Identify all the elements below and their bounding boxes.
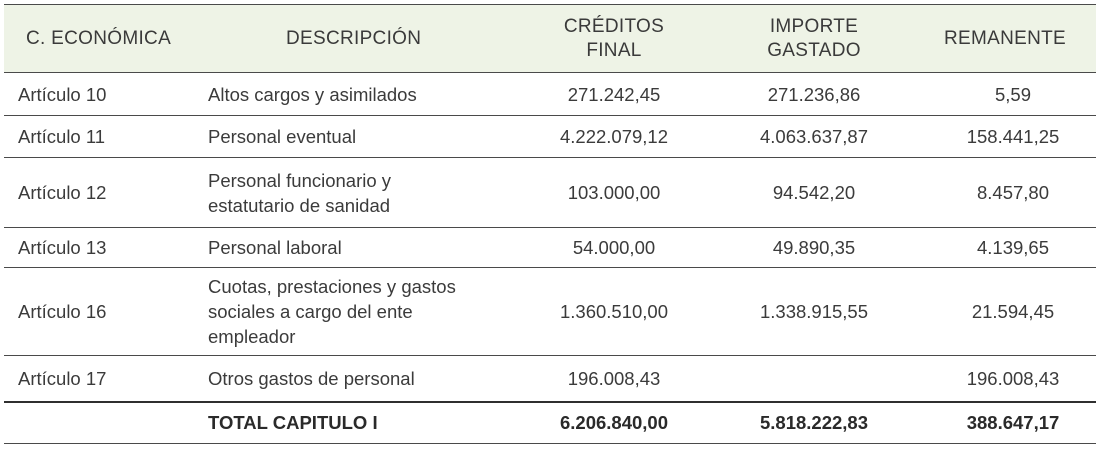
- header-row: [4, 5, 1096, 73]
- row-importe: 271.236,86: [714, 73, 914, 116]
- row-code: Artículo 17: [4, 356, 196, 402]
- row-code: Artículo 13: [4, 228, 196, 268]
- table-row: [4, 116, 1096, 158]
- header-importe-line1: IMPORTE: [769, 15, 859, 37]
- row-remanente: 158.441,25: [914, 116, 1096, 158]
- header-descripcion: DESCRIPCIÓN: [196, 5, 514, 73]
- total-importe: 5.818.222,83: [714, 402, 914, 444]
- row-creditos: 271.242,45: [514, 73, 714, 116]
- header-creditos: [514, 5, 714, 73]
- row-description: Personal eventual: [196, 116, 514, 158]
- header-creditos-line2: FINAL: [586, 39, 642, 61]
- row-creditos: 103.000,00: [514, 158, 714, 228]
- row-description: [196, 158, 514, 228]
- row-remanente: 196.008,43: [914, 356, 1096, 402]
- header-economica: C. ECONÓMICA: [4, 5, 196, 73]
- row-importe: 49.890,35: [714, 228, 914, 268]
- row-description-line: Personal funcionario y: [208, 169, 392, 191]
- row-description-line: sociales a cargo del ente: [208, 301, 413, 322]
- row-remanente: 21.594,45: [914, 268, 1096, 356]
- total-remanente: 388.647,17: [914, 402, 1096, 444]
- row-description: Otros gastos de personal: [196, 356, 514, 402]
- row-description-line: Cuotas, prestaciones y gastos: [208, 276, 456, 297]
- row-importe: [714, 356, 914, 402]
- row-creditos: 1.360.510,00: [514, 268, 714, 356]
- total-code-empty: [4, 402, 196, 444]
- budget-table: [4, 4, 1096, 444]
- row-code: Artículo 11: [4, 116, 196, 158]
- header-importe-line2: GASTADO: [767, 39, 861, 61]
- table-row: [4, 158, 1096, 228]
- row-remanente: 4.139,65: [914, 228, 1096, 268]
- header-creditos-line1: CRÉDITOS: [563, 15, 665, 37]
- row-creditos: 4.222.079,12: [514, 116, 714, 158]
- row-code: Artículo 12: [4, 158, 196, 228]
- table-row: [4, 268, 1096, 356]
- row-description-line: estatutario de sanidad: [208, 194, 391, 216]
- row-description: Altos cargos y asimilados: [196, 73, 514, 116]
- row-remanente: 8.457,80: [914, 158, 1096, 228]
- row-code: Artículo 16: [4, 268, 196, 356]
- row-remanente: 5,59: [914, 73, 1096, 116]
- row-creditos: 196.008,43: [514, 356, 714, 402]
- row-description: [196, 268, 514, 356]
- table-row: [4, 73, 1096, 116]
- row-creditos: 54.000,00: [514, 228, 714, 268]
- row-importe: 94.542,20: [714, 158, 914, 228]
- total-row: [4, 402, 1096, 444]
- total-label: TOTAL CAPITULO I: [196, 402, 514, 444]
- table-row: [4, 228, 1096, 268]
- table-row: [4, 356, 1096, 402]
- total-creditos: 6.206.840,00: [514, 402, 714, 444]
- row-code: Artículo 10: [4, 73, 196, 116]
- row-importe: 1.338.915,55: [714, 268, 914, 356]
- table-body: [4, 73, 1096, 444]
- row-description-line: empleador: [208, 326, 296, 347]
- header-remanente: REMANENTE: [914, 5, 1096, 73]
- header-importe: [714, 5, 914, 73]
- row-importe: 4.063.637,87: [714, 116, 914, 158]
- row-description: Personal laboral: [196, 228, 514, 268]
- table-header: [4, 5, 1096, 73]
- budget-table-container: [4, 4, 1096, 444]
